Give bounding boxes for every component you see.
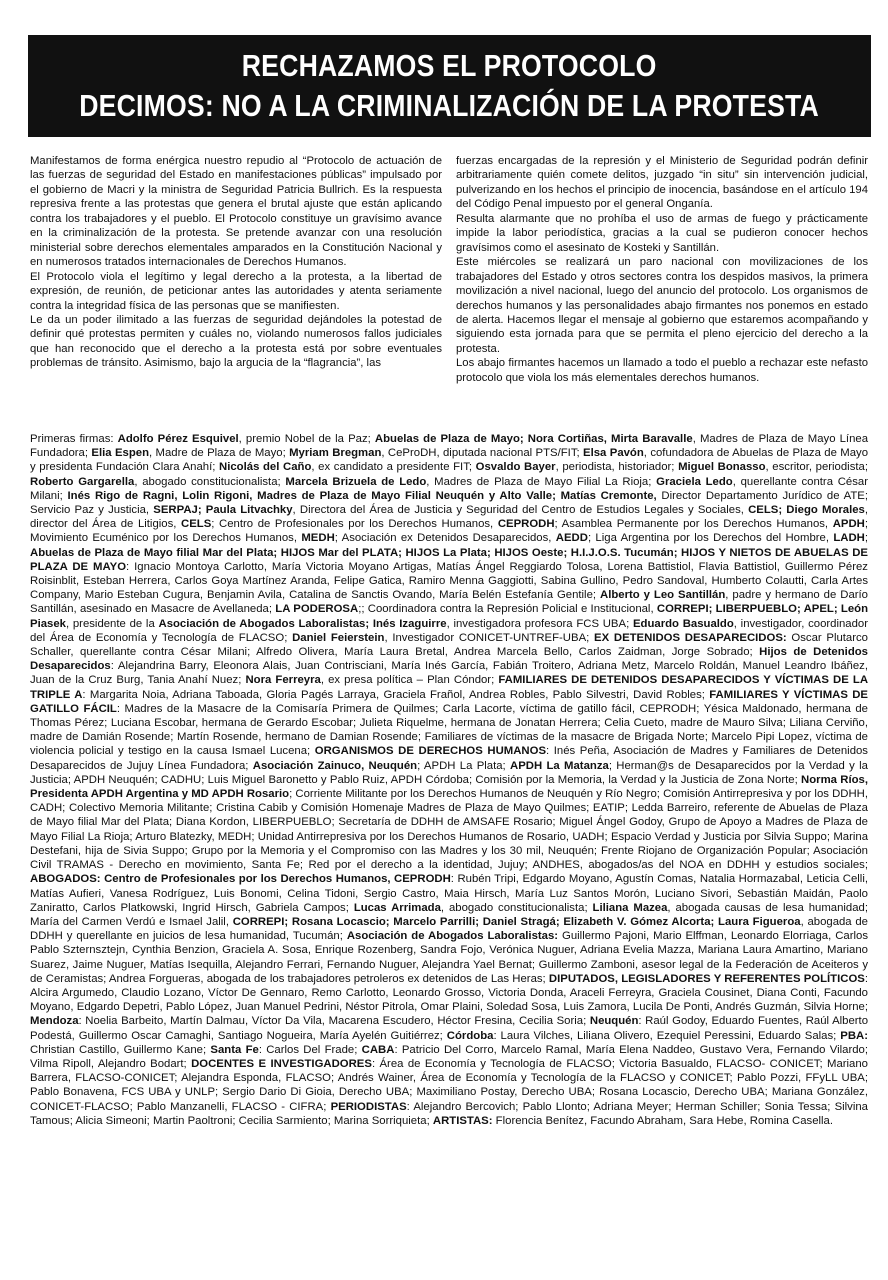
signature-text: ; Corriente Militante por los Derechos Humanos de Neuquén y Río Negro; Comisión Antirrepresiva y por los DDHH, CADH; Colectivo Memoria Militante; Cristina Cabib y Comisión Homenaje Madres de Plaza de Mayo Quilmes; EATIP; Ledda Barreiro, referente de Abuelas de Plaza de Mayo filial Mar del Plata; Diana Kordon, LIBERPUEBLO; Secretaría de DDHH de AMSAFE Rosario; Miguel Ángel Godoy, Grupo de Apoyo a Madres de Plaza de Mayo Filial La Rioja; Arturo Blatezky, MEDH; Unidad Antirrepresiva por los Derechos Humanos de Rosario, UADH; Espacio Verdad y Justicia por Silvia Suppo; Marina Destefani, hija de Sivia Suppo; Grupo por la Memoria y el Compromiso con las Madres y los 30 mil, Neuquén; Frente Riojano de Organización Popular; Asociación Civil TRAMAS - Derecho en movimiento, Santa Fe; Red por el derecho a la identidad, Jujuy; ANDHES, abogados/as del NOA en DDHH y estudios sociales; (30, 788, 868, 872)
signature-text: : Alejandro Bercovich; Pablo Llonto; Adriana Meyer; Herman Schiller; Sonia Tessa; Silvina Tamous; Alicia Simeoni; Martin Paoltroni; Cecilia Sarmiento; Marina Sorriquieta; (30, 1100, 868, 1127)
signature-text: , presidente de la (65, 617, 159, 630)
signature-text: , Investigador CONICET-UNTREF-UBA; (384, 631, 595, 644)
signatory-name: ORGANISMOS DE DERECHOS HUMANOS (314, 745, 547, 758)
signature-text: Florencia Benítez, Facundo Abraham, Sara Hebe, Romina Casella. (492, 1114, 834, 1127)
signatory-name: FAMILIARES DE DETENIDOS DESAPARECIDOS Y VÍCTIMAS DE LA TRIPLE A (30, 674, 869, 701)
signatory-name: CEPRODH (497, 518, 555, 531)
signature-text: ; (864, 532, 869, 545)
signature-text: , director del Área de Litigios, (30, 504, 869, 531)
signature-text: : Alcira Argumedo, Claudio Lozano, Víctor De Gennaro, Remo Carlotto, Leonardo Grosso, Victoria Donda, Araceli Ferreyra, Graciela Cousinet, Diana Conti, Facundo Moyano, Edgardo Depetri, Pablo López, Juan Manuel Pedrini, Néstor Pitrola, Omar Plaini, Soledad Sosa, Luis Zamora, Lucila De Ponti, Andrés Guzmán, Silvia Horne; (30, 972, 868, 1014)
signatory-name: CABA (361, 1043, 395, 1056)
signature-text: : Madres de la Masacre de la Comisaría Primera de Quilmes; Carla Lacorte, víctima de gatillo fácil, CEPRODH; Yésica Maldonado, hermana de Thomas Pérez; Luciana Escobar, hermana de Gerardo Escobar; Julieta Riquelme, hermana de Jonatan Herrera; Celia Cueto, madre de Mauro Silva; Liliana Cerviño, madre de Damián Rosende; Martín Rosende, hermano de Damian Rosende; Familiares de víctimas de la masacre de Brigada Norte; Marcelo Pipi Lopez, víctima de violencia policial y testigo en la causa Ismael Lucena; (30, 702, 868, 758)
signatures-list (30, 432, 868, 1128)
signatory-name: Asociación de Abogados Laboralistas: (346, 930, 559, 943)
signatory-name: Mendoza (30, 1015, 79, 1028)
signatory-name: Miguel Bonasso (678, 461, 766, 474)
signature-text: : Patricio Del Corro, Marcelo Ramal, María Elena Naddeo, Gustavo Vera, Fernando Vilardo; Vilma Ripoll, Alejandro Bodart; (30, 1043, 868, 1070)
signature-text: , abogado constitucionalista; (134, 475, 286, 488)
signature-text: , ex presa política – Plan Cóndor; (320, 674, 499, 687)
signatory-name: Córdoba (446, 1029, 494, 1042)
headline-line-2: DECIMOS: NO A LA CRIMINALIZACIÓN DE LA PROTESTA (79, 88, 820, 123)
signature-text: , Madre de Plaza de Mayo; (149, 447, 290, 460)
signatory-name: PERIODISTAS (330, 1100, 407, 1113)
signatory-name: SERPAJ; Paula Litvachky (153, 504, 293, 517)
signature-text: : Inés Peña, Asociación de Madres y Familiares de Detenidos Desaparecidos de Jujuy Línea Fundadora; (30, 745, 868, 772)
signature-text: ; Centro de Profesionales por los Derechos Humanos, (211, 518, 498, 531)
signature-text: : Alejandrina Barry, Eleonora Alais, Juan Contrisciani, María Inés García, Fabián Troitero, Adriana Metz, Marcelo Roldán, Manuel Leandro Ibáñez, Juan de la Cruz Burg, Tania Anahí Nuez; (30, 660, 868, 687)
signature-text: , premio Nobel de la Paz; (238, 433, 375, 445)
signature-text: ; Herman@s de Desaparecidos por la Verdad y la Justicia; APDH Neuquén; CADHU; Luis Miguel Baronetto y Pablo Ruiz, APDH Córdoba; Comisión por la Memoria, la Verdad y la Justicia de Zona Norte; (30, 759, 868, 786)
signature-text: : Laura Vilches, Liliana Olivero, Ezequiel Peressini, Eduardo Salas; (493, 1029, 841, 1042)
signature-text: Guillermo Pajoni, Mario Elffman, Leonardo Elorriaga, Carlos Pablo Szternsztejn, Cynthia Benzion, Graciela A. Sosa, Enrique Rozenberg, Sandra Fojo, Verónica Nuguer, Adriana Evelia Mazza, Mariana Laura Amartino, Mariano Suarez, Jaime Nuguer, Matías Isequilla, Alejandro Ferrari, Fernando Nuguer, Alejandra Yael Bernat; Guillermo Zamboni, asesor legal de la Federación de Aceiteros y de Ceramistas; Andrea Forgueras, abogada de los trabajadores petroleros ex detenidos de Las Heras; (30, 930, 868, 985)
signatory-name: AEDD (555, 532, 588, 545)
signatory-name: MEDH (301, 532, 335, 545)
signatory-name: CELS (181, 518, 212, 531)
headline-line-1: RECHAZAMOS EL PROTOCOLO (242, 48, 657, 83)
signature-text: , querellante contra César Milani; (30, 475, 868, 502)
signature-text: , abogado constitucionalista; (440, 901, 593, 914)
signatory-name: DOCENTES E INVESTIGADORES (191, 1057, 372, 1070)
statement-columns (30, 154, 868, 385)
signature-text: : Ignacio Montoya Carlotto, María Victoria Moyano Artigas, Matías Ángel Reggiardo Tolosa, Lorena Battistiol, Flavia Battistiol, Guillermo Pérez Roisinblit, Esteban Herrera, Carlos Goya Martínez Aranda, Felipe Gatica, Ramiro Menna Gaggiotti, Sabina Gullino, Pedro Sandoval, Humberto Colautti, Carla Artes Company, Mario Esteban Cugura, Benjamin Avila, Catalina de Sanctis Ovando, María Belén Estefanía Gentile; (30, 560, 868, 602)
signatory-name: APDH (832, 518, 865, 531)
paragraph: Le da un poder ilimitado a las fuerzas de seguridad dejándoles la potestad de definir qué protestas permiten y cuáles no, violando numerosos fallos judiciales que han reconocido que el derecho a la protesta está por sobre eventuales problemas de tránsito. Asimismo, bajo la argucia de la “flagrancia”, las (30, 313, 442, 370)
signature-text: , investigador, coordinador del Área de Economía y Tecnología de FLACSO; (30, 617, 869, 644)
signatory-name: Daniel Feierstein (292, 631, 385, 644)
signatory-name: ABOGADOS: Centro de Profesionales por los Derechos Humanos, CEPRODH (30, 873, 451, 886)
signatory-name: Abuelas de Plaza de Mayo filial Mar del Plata; HIJOS Mar del PLATA; HIJOS La Plata; HIJOS Oeste; H.I.J.O.S. Tucumán; HIJOS Y NIETOS DE ABUELAS DE PLAZA DE MAYO (30, 546, 868, 573)
signatory-name: Elsa Pavón (583, 447, 644, 460)
signature-text: , CeProDH, diputada nacional PTS/FIT; (381, 447, 584, 460)
signature-text: : Noelia Barbeito, Martín Dalmau, Víctor Da Vila, Macarena Escudero, Héctor Fresina, Cecilia Soria; (78, 1015, 590, 1028)
signatory-name: EX DETENIDOS DESAPARECIDOS: (594, 631, 787, 644)
signatory-name: ARTISTAS: (432, 1114, 493, 1127)
signatory-name: Elia Espen (91, 447, 150, 460)
signature-text: , abogada causas de lesa humanidad; María del Carmen Verdú e Ismael Jalil, (30, 901, 868, 928)
signatory-name: Alberto y Leo Santillán (600, 589, 726, 602)
signature-text: Director Departamento Jurídico de ATE; Servicio Paz y Justicia, (30, 489, 868, 517)
signature-text: Oscar Plutarco Schaller, querellante contra César Milani; Alfredo Olivera, María Laura Bretal, Andrea Marcela Bello, Carlos Zaidman, Jorge Sobrado; (30, 631, 868, 659)
signature-text: ;; Coordinadora contra la Represión Policial e Institucional, (358, 603, 657, 616)
signature-text: : Área de Economía y Tecnología de FLACSO; Victoria Basualdo, FLACSO- CONICET; Mariano Barrera, FLACSO-CONICET; Alejandra Esponda, FLACSO; Andrés Wainer, Área de Economía y Tecnología de la FLACSO y CONICET; Pablo Pozzi, FFyLL UBA; Pablo Bonavena, FCS UBA y UNLP; Sergio Dario Di Gioia, Derecho UBA; Maximiliano Postay, Derecho UBA; Rosana Locascio, Derecho UBA; Mariana González, CONICET-FLACSO; Pablo Manzanelli, FLACSO - CIFRA; (30, 1057, 868, 1113)
signature-text: , Directora del Área de Justicia y Seguridad del Centro de Estudios Legales y Sociales, (292, 504, 749, 517)
signature-text: , ex candidato a presidente FIT; (311, 461, 476, 474)
signature-text: , Madres de Plaza de Mayo Filial La Rioja; (426, 475, 657, 488)
signatory-name: LADH (833, 532, 865, 545)
signatory-name: Santa Fe (210, 1043, 259, 1056)
paragraph: fuerzas encargadas de la represión y el Ministerio de Seguridad podrán definir arbitrariamente quién comete delitos, juzgado “in situ” sin intervención judicial, pulverizando en los hechos el principio de inocencia, basándose en el artículo 194 del Código Penal impuesto por el general Onganía. (456, 155, 868, 211)
signatory-name: Nicolás del Caño (219, 461, 312, 474)
signature-text: ; Liga Argentina por los Derechos del Hombre, (587, 532, 834, 545)
signatory-name: Neuquén (589, 1015, 639, 1028)
signatory-name: Eduardo Basualdo (632, 617, 734, 630)
statement-right-column (456, 154, 868, 385)
paragraph: Manifestamos de forma enérgica nuestro repudio al “Protocolo de actuación de las fuerzas de seguridad del Estado en manifestaciones públicas” impulsado por el gobierno de Macri y la ministra de Seguridad Patricia Bullrich. Es la respuesta represiva frente a las protestas que genera el brutal ajuste que están aplicando contra los trabajadores y el pueblo. El Protocolo constituye un gravísimo avance en la criminalización de la protesta. Se pretende avanzar con una resolución ministerial sobre derechos elementales amparados en la Constitución Nacional y en numerosos tratados internacionales de Derechos Humanos. (30, 155, 442, 269)
signatory-name: CORREPI; LIBERPUEBLO; APEL; León Piasek (30, 603, 869, 630)
signature-text: : Rubén Tripi, Edgardo Moyano, Agustín Comas, Natalia Hormazabal, Leticia Celli, Matías Aufieri, Vanesa Rodríguez, Luis Bonomi, Celina Tidoni, Sergio Castro, Maia Hirsch, María Luz Santos Morón, Luciano Sivori, Sebastián Maidán, Paolo Zaniratto, Carlos Platkowski, Ingrid Hirsch, Gabriela Campos; (30, 873, 868, 914)
signature-text: : Carlos Del Frade; (258, 1043, 362, 1056)
signature-text: : Raúl Godoy, Eduardo Fuentes, Raúl Alberto Podestá, Guillermo Oscar Camaghi, Santiago Nogueira, María Ayelén Guitiérrez; (30, 1015, 869, 1042)
signatory-name: Abuelas de Plaza de Mayo; Nora Cortiñas, Mirta Baravalle (374, 433, 693, 445)
signatory-name: Roberto Gargarella (30, 475, 135, 488)
signatory-name: Nora Ferreyra (245, 674, 321, 687)
signatory-name: Inés Rigo de Ragni, Lolin Rigoni, Madres de Plaza de Mayo Filial Neuquén y Alto Valle; Matías Cremonte, (67, 489, 657, 502)
signature-text: ; Movimiento Ecuménico por los Derechos Humanos, (30, 518, 868, 545)
statement-left-column (30, 154, 442, 385)
headline-banner (28, 35, 871, 137)
signatory-name: Graciela Ledo (656, 475, 733, 488)
signature-text: Christian Castillo, Guillermo Kane; (30, 1043, 211, 1056)
paragraph: El Protocolo viola el legítimo y legal derecho a la protesta, a la libertad de expresión, de reunión, de peticionar antes las autoridades y atenta seriamente contra la integridad física de las personas que se manifiesten. (30, 270, 442, 312)
signatory-name: Asociación Zainuco, Neuquén (252, 759, 418, 772)
signature-text: , periodista, historiador; (555, 461, 679, 474)
signature-text: : Margarita Noia, Adriana Taboada, Gloria Pagés Larraya, Graciela Frañol, Andrea Robles, Pablo Silvestri, David Robles; (82, 688, 710, 701)
signatory-name: Adolfo Pérez Esquivel (117, 433, 239, 445)
signatory-name: CORREPI; Rosana Locascio; Marcelo Parrilli; Daniel Stragá; Elizabeth V. Gómez Alcorta; Laura Figueroa (232, 915, 801, 928)
signatory-name: Hijos de Detenidos Desaparecidos (30, 646, 868, 673)
signatory-name: APDH La Matanza (510, 759, 609, 772)
signatory-name: Liliana Mazea (592, 901, 668, 914)
signatory-name: LA PODEROSA (275, 603, 359, 616)
signature-text: ; Asociación ex Detenidos Desaparecidos, (334, 532, 556, 545)
signature-text: , Madres de Plaza de Mayo Línea Fundadora; (30, 433, 869, 460)
paragraph: Este miércoles se realizará un paro nacional con movilizaciones de los trabajadores del Estado y otros sectores contra los despidos masivos, la primera movilización a nivel nacional, luego del anuncio del protocolo. Los organismos de derechos humanos y las personalidades abajo firmantes nos ponemos en estado de alerta. Hacemos llegar el mensaje al gobierno que estaremos acompañando y siguiendo esta jornada para que se permita el pleno ejercicio del derecho a la protesta. (456, 256, 868, 355)
signatory-name: Asociación de Abogados Laboralistas; Inés Izaguirre (158, 617, 447, 630)
signature-text: Primeras firmas: (30, 433, 118, 445)
signature-text: , investigadora profesora FCS UBA; (446, 617, 633, 630)
signatory-name: Norma Ríos, Presidenta APDH Argentina y MD APDH Rosario (30, 773, 868, 801)
signatory-name: Myriam Bregman (289, 447, 382, 460)
signatory-name: Marcela Brizuela de Ledo (285, 475, 427, 488)
signatory-name: FAMILIARES Y VÍCTIMAS DE GATILLO FÁCIL (30, 688, 868, 715)
signatory-name: Lucas Arrimada (353, 901, 441, 914)
signatory-name: DIPUTADOS, LEGISLADORES Y REFERENTES POLÍTICOS (548, 972, 865, 985)
paragraph: Los abajo firmantes hacemos un llamado a todo el pueblo a rechazar este nefasto protocolo que viola los más elementales derechos humanos. (456, 357, 868, 384)
signatory-name: Osvaldo Bayer (475, 461, 556, 474)
signature-text: ; Asamblea Permanente por los Derechos Humanos, (554, 518, 833, 531)
signature-text: , padre y hermano de Darío Santillán, asesinado en Masacre de Avellaneda; (30, 589, 868, 616)
signature-text: , cofundadora de Abuelas de Plaza de Mayo y presidenta Fundación Clara Anahí; (30, 447, 869, 474)
signature-text: , abogada de DDHH y querellante en juicios de lesa humanidad, Tucumán; (30, 915, 868, 943)
signatory-name: PBA: (840, 1029, 868, 1042)
paragraph: Resulta alarmante que no prohíba el uso de armas de fuego y prácticamente impide la labor periodística, gracias a la cual se pudieron conocer hechos gravísimos como el asesinato de Kosteki y Santillán. (456, 212, 868, 254)
signatory-name: CELS; Diego Morales (748, 504, 865, 517)
signature-text: ; APDH La Plata; (417, 759, 511, 772)
signature-text: , escritor, periodista; (765, 461, 868, 474)
